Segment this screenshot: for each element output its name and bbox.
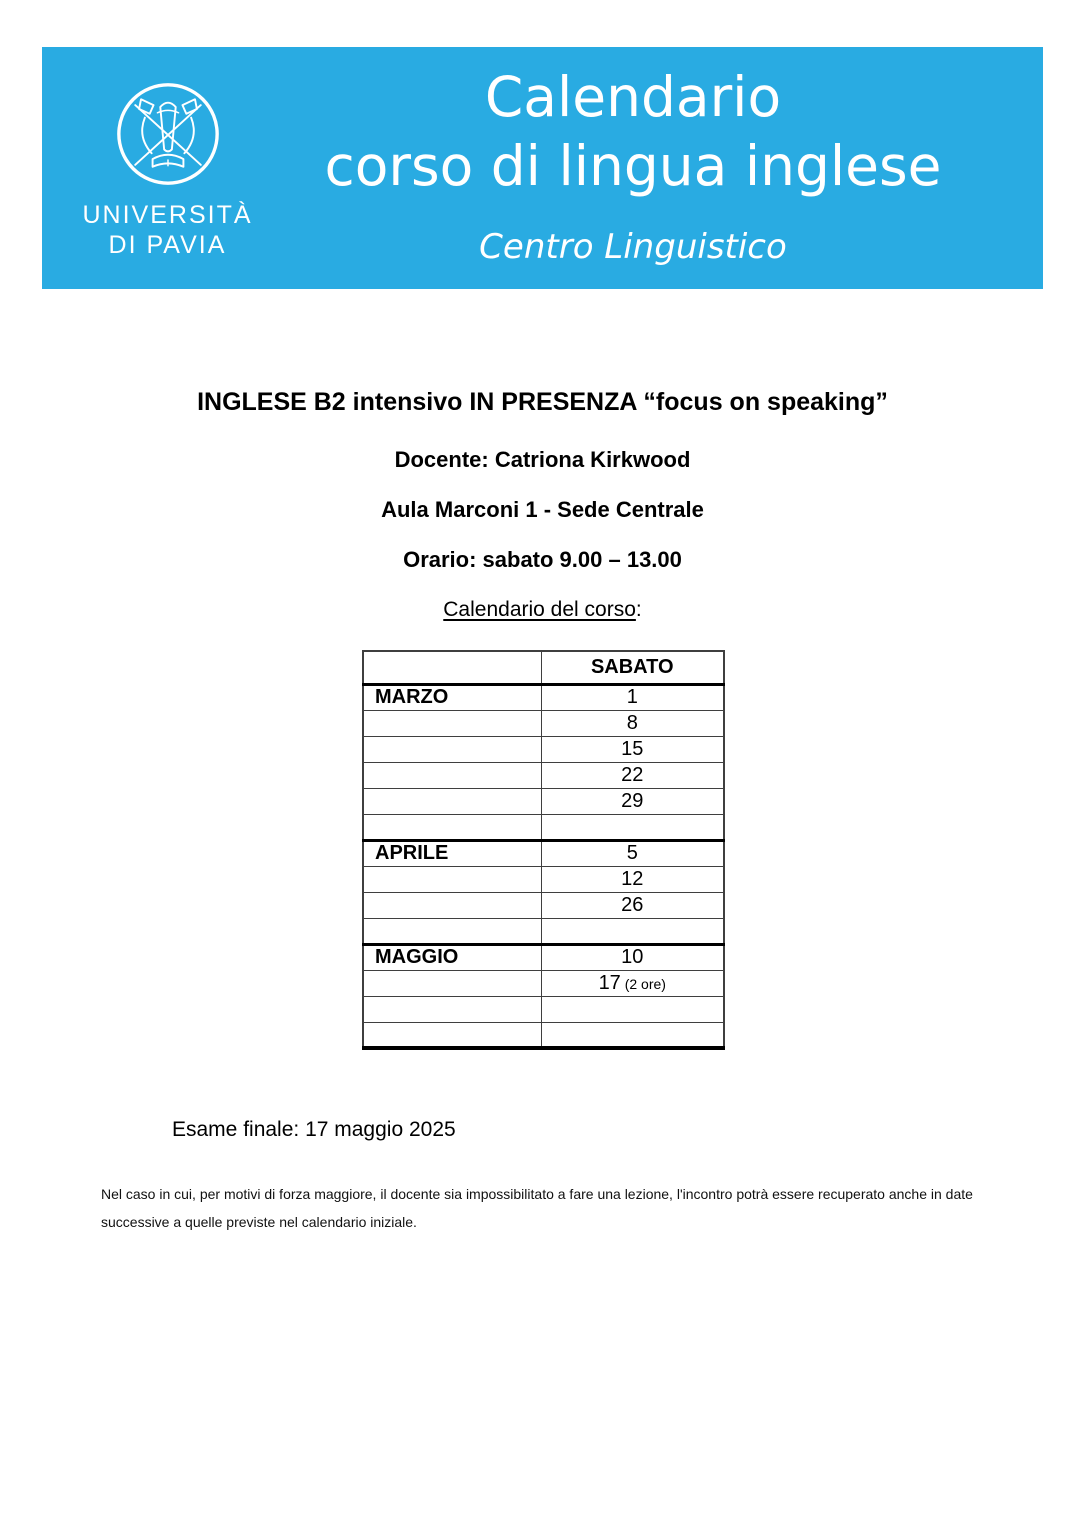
banner-title-line1: Calendario (484, 65, 782, 129)
month-cell (363, 736, 541, 762)
day-cell: 15 (541, 736, 724, 762)
table-row (363, 684, 724, 710)
table-header-row (363, 651, 724, 684)
month-cell (363, 762, 541, 788)
table-row (363, 944, 724, 970)
table-row (363, 892, 724, 918)
calendar-heading (0, 598, 1085, 622)
month-cell (363, 866, 541, 892)
banner-title-block (227, 63, 1039, 267)
table-row (363, 866, 724, 892)
month-cell (363, 970, 541, 996)
table-row (363, 736, 724, 762)
calendar-table-wrap (362, 650, 725, 1050)
day-cell (541, 918, 724, 944)
university-pavia-seal-icon (115, 81, 221, 187)
day-cell (541, 814, 724, 840)
month-cell (363, 814, 541, 840)
course-teacher: Docente: Catriona Kirkwood (394, 447, 691, 472)
day-cell: 8 (541, 710, 724, 736)
day-cell: 29 (541, 788, 724, 814)
day-cell: 5 (541, 840, 724, 866)
month-cell (363, 892, 541, 918)
calendar-table (362, 650, 725, 1050)
final-exam-line: Esame finale: 17 maggio 2025 (172, 1118, 456, 1141)
calendar-table-body (363, 684, 724, 1048)
month-cell: APRILE (363, 840, 541, 866)
calendar-heading-text: Calendario del corso (443, 598, 636, 621)
table-row (363, 918, 724, 944)
month-cell: MAGGIO (363, 944, 541, 970)
table-row (363, 996, 724, 1022)
month-cell (363, 918, 541, 944)
day-cell: 22 (541, 762, 724, 788)
course-room: Aula Marconi 1 - Sede Centrale (381, 497, 704, 522)
banner-subtitle: Centro Linguistico (479, 227, 787, 267)
table-row (363, 814, 724, 840)
day-cell: 10 (541, 944, 724, 970)
month-cell (363, 1022, 541, 1048)
month-cell (363, 996, 541, 1022)
month-cell (363, 788, 541, 814)
month-cell (363, 710, 541, 736)
day-cell: 12 (541, 866, 724, 892)
course-schedule: Orario: sabato 9.00 – 13.00 (403, 547, 682, 572)
table-row (363, 762, 724, 788)
reschedule-note: Nel caso in cui, per motivi di forza maggiore, il docente sia impossibilitato a fare una lezione, l'incontro potrà essere recuperato anche in date successive a quelle previste nel calendario iniziale. (101, 1186, 973, 1230)
day-cell: 17 (2 ore) (541, 970, 724, 996)
day-cell: 26 (541, 892, 724, 918)
table-row (363, 840, 724, 866)
day-column-header: SABATO (541, 651, 724, 684)
day-note: (2 ore) (620, 975, 666, 992)
table-row (363, 1022, 724, 1048)
day-cell (541, 996, 724, 1022)
table-row (363, 788, 724, 814)
month-cell: MARZO (363, 684, 541, 710)
table-row (363, 970, 724, 996)
day-cell: 1 (541, 684, 724, 710)
university-name-line2: DI PAVIA (108, 231, 227, 259)
month-column-header (363, 651, 541, 684)
header-banner (42, 47, 1043, 289)
calendar-heading-colon: : (635, 598, 642, 621)
university-name-line1: UNIVERSITÀ (82, 201, 253, 229)
course-title: INGLESE B2 intensivo IN PRESENZA “focus on speaking” (197, 388, 888, 416)
banner-title-line2: corso di lingua inglese (324, 134, 942, 198)
table-row (363, 710, 724, 736)
day-cell (541, 1022, 724, 1048)
